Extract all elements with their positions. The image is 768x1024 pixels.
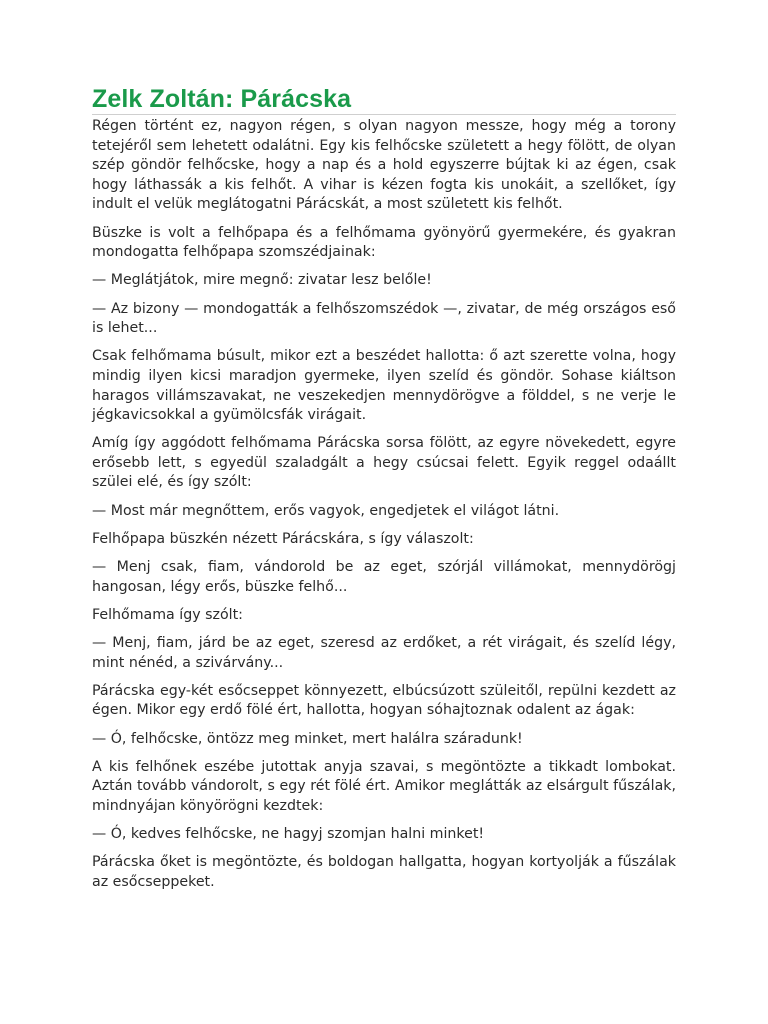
paragraph: Párácska egy-két esőcseppet könnyezett, elbúcsúzott szüleitől, repülni kezdett az égen. Mikor egy erdő fölé ért, hallotta, hogyan sóhajtoznak odalent az ágak: — [92, 682, 676, 719]
paragraph: — Menj csak, fiam, vándorold be az eget, szórjál villámokat, mennydörögj hangosan, légy erős, büszke felhő... — [92, 559, 676, 595]
paragraph: Felhőmama így szólt: — [92, 606, 243, 623]
document-page — [92, 84, 676, 901]
paragraph: — Ó, kedves felhőcske, ne hagyj szomjan halni minket! — [92, 826, 485, 843]
paragraph: — Ó, felhőcske, öntözz meg minket, mert halálra száradunk! — [92, 730, 523, 747]
story-body — [92, 117, 676, 893]
paragraph: Régen történt ez, nagyon régen, s olyan nagyon messze, hogy még a torony tetejéről sem lehetett odalátni. Egy kis felhőcske született a hegy fölött, de olyan szép göndör felhőcske, hogy a nap és a hold egyszerre bújtak ki az égen, csak hogy láthassák a kis felhőt. A vihar is kézen fogta kis unokáit, a szellőket, így indult el velük meglátogatni Párácskát, a most született kis felhőt. — [92, 118, 676, 213]
paragraph: Amíg így aggódott felhőmama Párácska sorsa fölött, az egyre növekedett, egyre erősebb lett, s egyedül szaladgált a hegy csúcsai felett. Egyik reggel odaállt szülei elé, és így szólt: — [92, 435, 676, 491]
paragraph: Büszke is volt a felhőpapa és a felhőmama gyönyörű gyermekére, és gyakran mondogatta felhőpapa szomszédjainak: — [92, 224, 676, 261]
paragraph: — Menj, fiam, járd be az eget, szeresd az erdőket, a rét virágait, és szelíd légy, mint nénéd, a szivárvány... — [92, 635, 676, 671]
paragraph: Felhőpapa büszkén nézett Párácskára, s így válaszolt: — [92, 530, 474, 547]
paragraph: — Az bizony — mondogatták a felhőszomszédok —, zivatar, de még országos eső is lehet... — [92, 300, 676, 337]
page-title: Zelk Zoltán: Párácska — [92, 84, 676, 115]
paragraph: A kis felhőnek eszébe jutottak anyja szavai, s megöntözte a tikkadt lombokat. Aztán tovább vándorolt, s egy rét fölé ért. Amikor meglátták az elsárgult fűszálak, mindnyájan könyörögni kezdtek: — [92, 758, 676, 814]
paragraph: — Most már megnőttem, erős vagyok, engedjetek el világot látni. — [92, 502, 560, 519]
paragraph: Csak felhőmama búsult, mikor ezt a beszédet hallotta: ő azt szerette volna, hogy mindig ilyen kicsi maradjon gyermeke, ilyen szelíd és göndör. Sohase kiáltson haragos villámszavakat, ne veszekedjen mennydörögve a földdel, s ne verje le jégkavicsokkal a gyümölcsfák virágait. — [92, 348, 676, 424]
paragraph: — Meglátjátok, mire megnő: zivatar lesz belőle! — [92, 272, 432, 289]
paragraph: Párácska őket is megöntözte, és boldogan hallgatta, hogyan kortyolják a fűszálak az esőcseppeket. — [92, 854, 676, 890]
